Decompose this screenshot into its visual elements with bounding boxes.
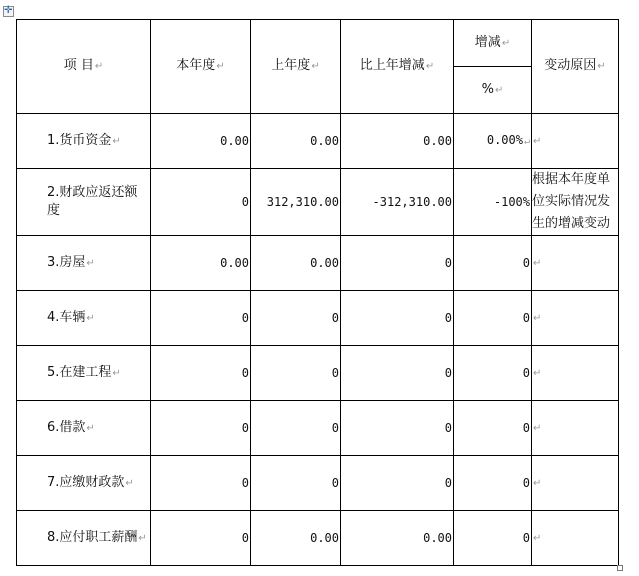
- header-reason: 变动原因↵: [532, 20, 619, 114]
- row-diff: -312,310.00: [341, 169, 454, 236]
- row-this-year: 0: [151, 169, 251, 236]
- row-pct: 0: [454, 456, 532, 511]
- row-reason: 根据本年度单位实际情况发生的增减变动: [532, 169, 619, 236]
- header-percent: %↵: [454, 67, 532, 114]
- row-last-year: 0: [251, 346, 341, 401]
- table-resize-handle-icon[interactable]: [617, 565, 623, 571]
- row-diff: 0.00: [341, 511, 454, 566]
- row-reason: ↵: [532, 114, 619, 169]
- row-this-year: 0: [151, 291, 251, 346]
- row-item: 8.应付职工薪酬↵: [17, 511, 151, 566]
- table-row: [17, 401, 619, 456]
- row-item: 1.货币资金↵: [17, 114, 151, 169]
- table-row: [17, 169, 619, 236]
- row-pct: 0: [454, 236, 532, 291]
- table-move-handle-icon[interactable]: [3, 6, 14, 17]
- header-change: 增减↵: [454, 20, 532, 67]
- row-this-year: 0: [151, 346, 251, 401]
- table-row: [17, 456, 619, 511]
- header-last-year: 上年度↵: [251, 20, 341, 114]
- header-diff: 比上年增减↵: [341, 20, 454, 114]
- row-last-year: 0: [251, 291, 341, 346]
- row-diff: 0: [341, 401, 454, 456]
- row-this-year: 0: [151, 401, 251, 456]
- row-pct: 0: [454, 401, 532, 456]
- row-diff: 0: [341, 236, 454, 291]
- row-item: 3.房屋↵: [17, 236, 151, 291]
- row-pct: -100%: [454, 169, 532, 236]
- row-diff: 0: [341, 291, 454, 346]
- row-last-year: 0: [251, 401, 341, 456]
- table-row: [17, 291, 619, 346]
- row-pct: 0: [454, 291, 532, 346]
- row-diff: 0: [341, 456, 454, 511]
- row-item: 7.应缴财政款↵: [17, 456, 151, 511]
- row-diff: 0: [341, 346, 454, 401]
- row-item: 6.借款↵: [17, 401, 151, 456]
- asset-change-table: [16, 19, 619, 566]
- table-row: [17, 346, 619, 401]
- table-row: [17, 114, 619, 169]
- row-last-year: 0.00: [251, 511, 341, 566]
- row-pct: 0.00%↵: [454, 114, 532, 169]
- row-this-year: 0.00: [151, 236, 251, 291]
- row-reason: ↵: [532, 346, 619, 401]
- row-last-year: 312,310.00: [251, 169, 341, 236]
- table-row: [17, 236, 619, 291]
- row-item: 2.财政应返还额度: [17, 169, 151, 236]
- header-item: 项 目↵: [17, 20, 151, 114]
- row-last-year: 0: [251, 456, 341, 511]
- row-last-year: 0.00: [251, 236, 341, 291]
- row-reason: ↵: [532, 291, 619, 346]
- row-last-year: 0.00: [251, 114, 341, 169]
- row-reason: ↵: [532, 401, 619, 456]
- row-this-year: 0: [151, 511, 251, 566]
- row-pct: 0: [454, 346, 532, 401]
- row-reason: ↵: [532, 456, 619, 511]
- row-reason: ↵: [532, 236, 619, 291]
- row-pct: 0: [454, 511, 532, 566]
- row-this-year: 0.00: [151, 114, 251, 169]
- row-reason: ↵: [532, 511, 619, 566]
- row-item: 5.在建工程↵: [17, 346, 151, 401]
- row-diff: 0.00: [341, 114, 454, 169]
- table-row: [17, 511, 619, 566]
- header-this-year: 本年度↵: [151, 20, 251, 114]
- row-this-year: 0: [151, 456, 251, 511]
- row-item: 4.车辆↵: [17, 291, 151, 346]
- header-row: [17, 20, 619, 67]
